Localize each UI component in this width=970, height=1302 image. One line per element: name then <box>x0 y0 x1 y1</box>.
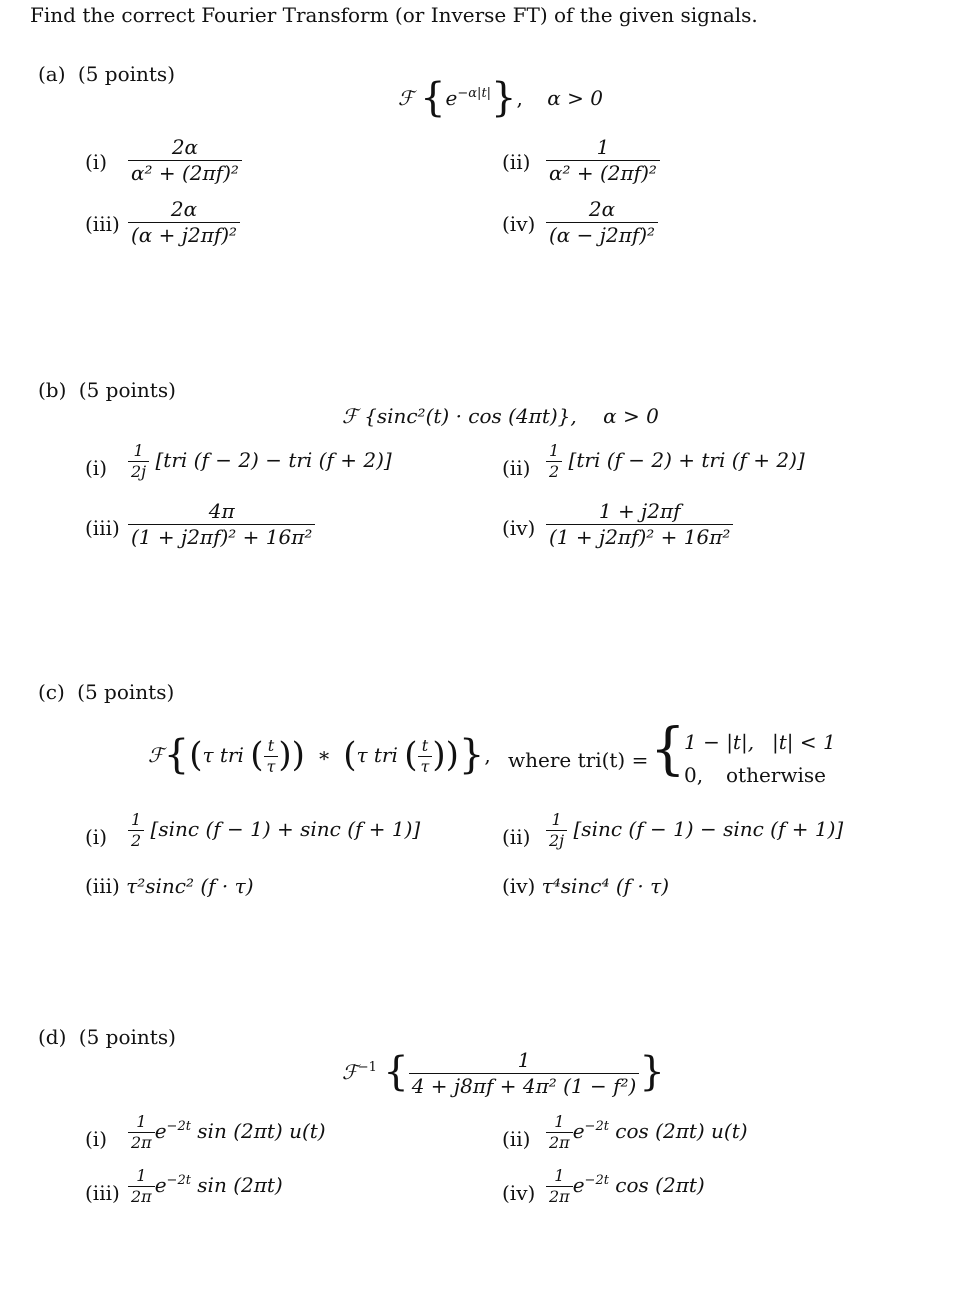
option-b-iii-label[interactable]: (iii) <box>85 516 120 540</box>
option-d-iv[interactable]: $\frac{1}{2\pi}$ $e^{-2t}$ cos (2πt) <box>546 1166 705 1207</box>
part-c-problem: ℱ{(τ tri ( $\frac{t}{\tau}$ )) ∗ (τ tri ( $\frac{t}{\tau}$ ))}, <box>148 732 491 778</box>
option-b-ii-label[interactable]: (ii) <box>502 456 531 480</box>
numerator: 1 <box>546 135 660 161</box>
option-body: [tri (f − 2) − tri (f + 2)] <box>155 448 392 472</box>
option-b-i[interactable]: $\frac{1}{2j}$ [tri (f − 2) − tri (f + 2)] <box>128 441 392 482</box>
option-body: sin (2πt) u(t) <box>197 1119 326 1143</box>
tri-definition-cases: 1 − |t|, |t| < 1 0, otherwise <box>684 730 836 787</box>
option-b-i-label[interactable]: (i) <box>85 456 108 480</box>
part-b-label: (b) <box>38 378 67 402</box>
option-body: τ²sinc² (f · τ) <box>126 874 254 898</box>
option-body: [sinc (f − 1) − sinc (f + 1)] <box>573 817 844 841</box>
option-b-iv[interactable] <box>546 499 733 550</box>
numerator: 2α <box>128 135 242 161</box>
part-b-problem <box>342 404 659 428</box>
option-body: [tri (f − 2) + tri (f + 2)] <box>568 448 805 472</box>
part-a-label: (a) <box>38 62 66 86</box>
option-c-ii[interactable]: $\frac{1}{2j}$ [sinc (f − 1) − sinc (f + 1)] <box>546 810 843 851</box>
denominator: (α + j2πf)² <box>131 223 238 247</box>
option-body: cos (2πt) u(t) <box>615 1119 748 1143</box>
fourier-operator: ℱ <box>148 743 164 767</box>
part-c-label: (c) <box>38 680 65 704</box>
option-c-i-label[interactable]: (i) <box>85 825 108 849</box>
denominator: (1 + j2πf)² + 16π² <box>549 525 731 549</box>
part-d-problem: ℱ$^{-1}$ { $\frac{1}{\text{4 + j8πf + 4π² (1 − f²)}}$ } <box>342 1048 665 1098</box>
condition: α > 0 <box>547 86 603 110</box>
option-b-ii[interactable]: $\frac{1}{2}$ [tri (f − 2) + tri (f + 2)] <box>546 441 805 482</box>
option-b-iii[interactable] <box>128 499 315 550</box>
part-b-points: (5 points) <box>78 378 176 402</box>
option-c-ii-label[interactable]: (ii) <box>502 825 531 849</box>
denominator: (1 + j2πf)² + 16π² <box>131 525 313 549</box>
exp-base: e <box>445 86 458 110</box>
part-a-problem: ℱ $\{e^{-\alpha|t|}\}$, α > 0 <box>398 75 603 121</box>
part-c-points: (5 points) <box>77 680 175 704</box>
part-c-heading <box>38 680 174 704</box>
part-d-heading <box>38 1025 176 1049</box>
option-a-iv-label[interactable]: (iv) <box>502 212 536 236</box>
condition: α > 0 <box>603 404 659 428</box>
option-a-iv[interactable] <box>546 197 658 248</box>
tri-definition-label: where tri(t) = <box>508 748 649 772</box>
fourier-operator: ℱ <box>342 1060 358 1084</box>
option-a-i-label[interactable]: (i) <box>85 150 108 174</box>
option-body: τ⁴sinc⁴ (f · τ) <box>541 874 670 898</box>
denominator: α² + (2πf)² <box>549 161 657 185</box>
exp-power: −α|t| <box>457 86 492 101</box>
option-body: sin (2πt) <box>197 1173 283 1197</box>
option-a-iii-label[interactable]: (iii) <box>85 212 120 236</box>
option-d-i-label[interactable]: (i) <box>85 1127 108 1151</box>
option-a-ii-label[interactable]: (ii) <box>502 150 531 174</box>
option-a-ii[interactable] <box>546 135 660 186</box>
numerator: 1 + j2πf <box>546 499 733 525</box>
option-c-iv[interactable]: (iv) τ⁴sinc⁴ (f · τ) <box>502 874 670 898</box>
numerator: 2α <box>546 197 658 223</box>
instruction-text: Find the correct Fourier Transform (or Inverse FT) of the given signals. <box>30 3 758 27</box>
part-d-label: (d) <box>38 1025 67 1049</box>
numerator: 2α <box>128 197 240 223</box>
part-a-heading <box>38 62 175 86</box>
option-d-i[interactable]: $\frac{1}{2\pi}$ $e^{-2t}$ sin (2πt) u(t) <box>128 1112 326 1153</box>
cases-brace: { <box>650 717 686 782</box>
part-b-heading <box>38 378 176 402</box>
option-d-ii[interactable]: $\frac{1}{2\pi}$ $e^{-2t}$ cos (2πt) u(t) <box>546 1112 748 1153</box>
option-c-iii[interactable]: (iii) τ²sinc² (f · τ) <box>85 874 254 898</box>
denominator: 4 + j8πf + 4π² (1 − f²) <box>411 1074 637 1098</box>
option-d-iii-label[interactable]: (iii) <box>85 1181 120 1205</box>
denominator: (α − j2πf)² <box>549 223 656 247</box>
option-c-i[interactable]: $\frac{1}{2}$ [sinc (f − 1) + sinc (f + 1)] <box>128 810 420 851</box>
convolution-symbol: ∗ <box>317 743 331 767</box>
option-a-iii[interactable] <box>128 197 240 248</box>
option-d-ii-label[interactable]: (ii) <box>502 1127 531 1151</box>
option-body: cos (2πt) <box>615 1173 705 1197</box>
option-b-iv-label[interactable]: (iv) <box>502 516 536 540</box>
denominator: α² + (2πf)² <box>131 161 239 185</box>
numerator: 1 <box>409 1048 640 1074</box>
fourier-operator: ℱ <box>342 404 358 428</box>
part-a-points: (5 points) <box>77 62 175 86</box>
problem-expression: {sinc²(t) · cos (4πt)}, <box>364 404 577 428</box>
option-d-iv-label[interactable]: (iv) <box>502 1181 536 1205</box>
fourier-operator: ℱ <box>398 86 414 110</box>
option-a-i[interactable] <box>128 135 242 186</box>
numerator: 4π <box>128 499 315 525</box>
option-d-iii[interactable]: $\frac{1}{2\pi}$ $e^{-2t}$ sin (2πt) <box>128 1166 283 1207</box>
option-body: [sinc (f − 1) + sinc (f + 1)] <box>150 817 421 841</box>
part-d-points: (5 points) <box>78 1025 176 1049</box>
